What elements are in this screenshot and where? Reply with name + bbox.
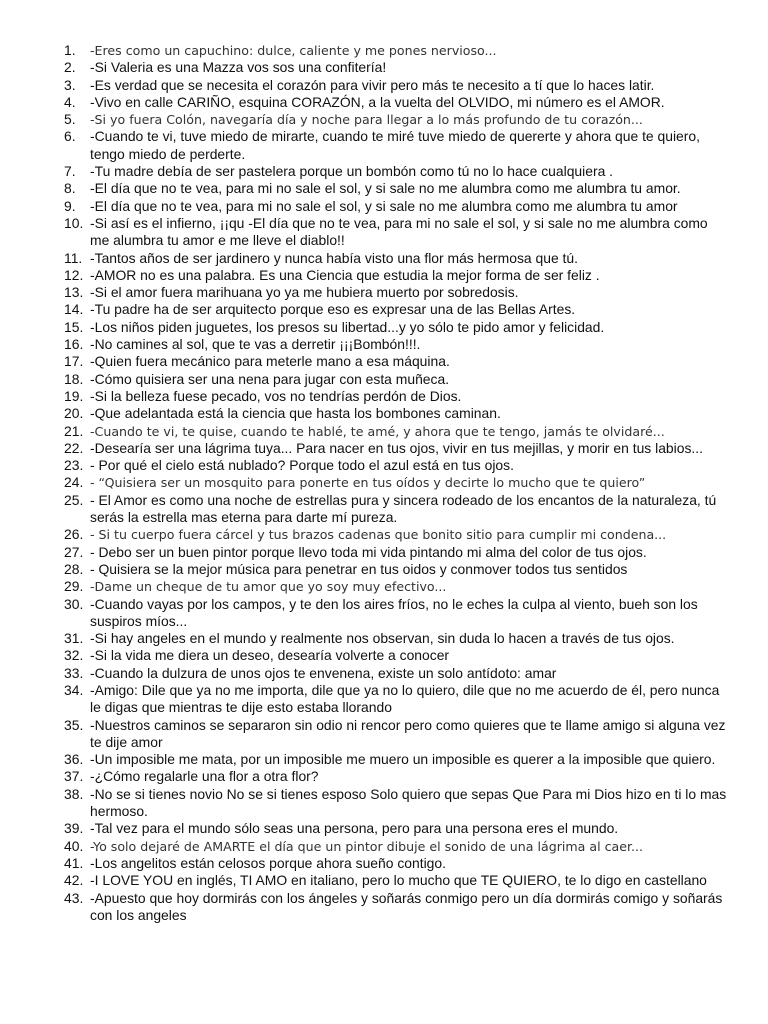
list-item-number: 2. — [64, 59, 76, 76]
list-item-text: -Cuando te vi, te quise, cuando te hablé, te amé, y ahora que te tengo, jamás te olvidaré... — [90, 423, 665, 439]
list-item-text: -Que adelantada está la ciencia que hasta los bombones caminan. — [90, 405, 501, 422]
list-item-number: 27. — [64, 543, 84, 560]
list-item — [64, 111, 728, 128]
list-item — [64, 94, 728, 111]
list-item-text: -Cómo quisiera ser una nena para jugar con esta muñeca. — [90, 370, 450, 387]
list-item — [64, 77, 728, 94]
list-item — [64, 215, 728, 250]
list-item — [64, 768, 728, 785]
list-item — [64, 59, 728, 76]
list-item-number: 3. — [64, 76, 76, 93]
list-item-text: -Vivo en calle CARIÑO, esquina CORAZÓN, a la vuelta del OLVIDO, mi número es el AMOR. — [90, 93, 665, 110]
list-item — [64, 128, 728, 163]
list-item-text: -No camines al sol, que te vas a derretir ¡¡¡Bombón!!!. — [90, 336, 421, 353]
list-item — [64, 647, 728, 664]
list-item — [64, 267, 728, 284]
list-item-text: -El día que no te vea, para mi no sale el sol, y si sale no me alumbra como me alumbra tu amor — [90, 197, 678, 214]
list-item-text: -Cuando la dulzura de unos ojos te envenena, existe un solo antídoto: amar — [90, 664, 557, 681]
list-item-text: -Tu madre debía de ser pastelera porque un bombón como tú no lo hace cualquiera . — [90, 163, 614, 180]
list-item-text: -El día que no te vea, para mi no sale el sol, y si sale no me alumbra como me alumbra tu amor. — [90, 180, 681, 197]
list-item-text: -I LOVE YOU en inglés, TI AMO en italiano, pero lo mucho que TE QUIERO, te lo digo en castellano — [90, 872, 707, 889]
list-item — [64, 198, 728, 215]
list-item-number: 12. — [64, 266, 84, 283]
list-item-number: 35. — [64, 716, 84, 733]
list-item — [64, 440, 728, 457]
list-item-number: 31. — [64, 630, 84, 647]
list-item-number: 25. — [64, 491, 84, 508]
list-item-text: -Es verdad que se necesita el corazón para vivir pero más te necesito a tí que lo haces latir. — [90, 76, 655, 93]
list-item — [64, 474, 728, 491]
list-item-text: -Tu padre ha de ser arquitecto porque eso es expresar una de las Bellas Artes. — [90, 301, 576, 318]
list-item-number: 26. — [64, 526, 84, 543]
list-item-number: 6. — [64, 128, 76, 145]
list-item-number: 9. — [64, 197, 76, 214]
list-item-number: 7. — [64, 163, 76, 180]
list-item-number: 40. — [64, 837, 84, 854]
list-item — [64, 872, 728, 889]
list-item-number: 20. — [64, 405, 84, 422]
list-item — [64, 578, 728, 595]
list-item — [64, 301, 728, 318]
list-item-text: -AMOR no es una palabra. Es una Ciencia que estudia la mejor forma de ser feliz . — [90, 266, 600, 283]
list-item — [64, 284, 728, 301]
list-item — [64, 163, 728, 180]
list-item-text: -Dame un cheque de tu amor que yo soy muy efectivo... — [90, 579, 447, 595]
list-item — [64, 42, 728, 59]
list-item-number: 38. — [64, 785, 84, 802]
list-item — [64, 319, 728, 336]
list-item-text: -Cuando vayas por los campos, y te den los aires fríos, no le eches la culpa al viento, bueh son los suspiros míos... — [90, 595, 698, 629]
list-item — [64, 336, 728, 353]
list-item — [64, 561, 728, 578]
list-item-text: -Eres como un capuchino: dulce, caliente y me pones nervioso... — [90, 43, 497, 58]
list-item-number: 33. — [64, 664, 84, 681]
list-item-text: -Apuesto que hoy dormirás con los ángeles y soñarás conmigo pero un día dormirás comigo y soñarás con los angeles — [90, 889, 723, 923]
numbered-quote-list — [64, 42, 728, 924]
list-item — [64, 353, 728, 370]
list-item-number: 36. — [64, 751, 84, 768]
list-item-text: -Si la belleza fuese pecado, vos no tendrías perdón de Dios. — [90, 387, 462, 404]
list-item-number: 23. — [64, 457, 84, 474]
list-item-number: 34. — [64, 681, 84, 698]
list-item-number: 43. — [64, 889, 84, 906]
list-item — [64, 751, 728, 768]
list-item — [64, 526, 728, 543]
list-item-text: - Si tu cuerpo fuera cárcel y tus brazos cadenas que bonito sitio para cumplir mi condena... — [90, 527, 667, 543]
list-item-number: 29. — [64, 578, 84, 595]
list-item — [64, 180, 728, 197]
list-item-text: -Desearía ser una lágrima tuya... Para nacer en tus ojos, vivir en tus mejillas, y morir en tus labios... — [90, 439, 703, 456]
list-item-number: 17. — [64, 353, 84, 370]
list-item-number: 37. — [64, 768, 84, 785]
list-item-number: 14. — [64, 301, 84, 318]
list-item-number: 30. — [64, 595, 84, 612]
list-item — [64, 371, 728, 388]
list-item-text: -Los niños piden juguetes, los presos su libertad...y yo sólo te pido amor y felicidad. — [90, 318, 605, 335]
list-item-text: -Si yo fuera Colón, navegaría día y noche para llegar a lo más profundo de tu corazón... — [90, 112, 643, 128]
list-item-number: 4. — [64, 93, 76, 110]
list-item-number: 16. — [64, 336, 84, 353]
list-item-text: -¿Cómo regalarle una flor a otra flor? — [90, 768, 319, 785]
list-item-number: 18. — [64, 370, 84, 387]
list-item-number: 42. — [64, 872, 84, 889]
list-item-text: -Si el amor fuera marihuana yo ya me hubiera muerto por sobredosis. — [90, 284, 519, 301]
list-item-number: 13. — [64, 284, 84, 301]
list-item — [64, 423, 728, 440]
list-item — [64, 544, 728, 561]
list-item-text: -Tal vez para el mundo sólo seas una persona, pero para una persona eres el mundo. — [90, 820, 619, 837]
list-item-text: -No se si tienes novio No se si tienes esposo Solo quiero que sepas Que Para mi Dios hizo en ti lo mas hermoso. — [90, 785, 727, 820]
list-item-text: -Yo solo dejaré de AMARTE el día que un pintor dibuje el sonido de una lágrima al caer... — [90, 838, 644, 854]
list-item-text: -Si Valeria es una Mazza vos sos una confitería! — [90, 59, 387, 76]
list-item-number: 28. — [64, 560, 84, 577]
list-item — [64, 682, 728, 717]
list-item — [64, 405, 728, 422]
list-item-number: 41. — [64, 854, 84, 871]
list-item — [64, 717, 728, 752]
list-item — [64, 890, 728, 925]
list-item-text: -Quien fuera mecánico para meterle mano a esa máquina. — [90, 353, 450, 370]
list-item — [64, 665, 728, 682]
list-item — [64, 250, 728, 267]
list-item-text: - Debo ser un buen pintor porque llevo toda mi vida pintando mi alma del color de tus ojos. — [90, 543, 647, 560]
list-item-text: -Si la vida me diera un deseo, desearía volverte a conocer — [90, 647, 450, 664]
list-item — [64, 388, 728, 405]
list-item-number: 8. — [64, 180, 76, 197]
list-item-text: -Un imposible me mata, por un imposible me muero un imposible es querer a la imposible que quiero. — [90, 751, 716, 768]
list-item-number: 39. — [64, 820, 84, 837]
list-item-number: 32. — [64, 647, 84, 664]
list-item — [64, 820, 728, 837]
list-item-number: 11. — [64, 249, 83, 266]
list-item-text: -Los angelitos están celosos porque ahora sueño contigo. — [90, 854, 446, 871]
list-item-text: -Si hay angeles en el mundo y realmente nos observan, sin duda lo hacen a través de tus ojos. — [90, 630, 675, 647]
list-item — [64, 855, 728, 872]
list-item-number: 5. — [64, 111, 76, 128]
list-item-text: -Cuando te vi, tuve miedo de mirarte, cuando te miré tuve miedo de quererte y ahora que te quiero, tengo miedo de perderte. — [90, 128, 700, 162]
list-item-number: 10. — [64, 214, 84, 231]
list-item — [64, 492, 728, 527]
list-item-number: 15. — [64, 318, 84, 335]
list-item — [64, 630, 728, 647]
list-item-text: -Nuestros caminos se separaron sin odio ni rencor pero como quieres que te llame amigo si alguna vez te dije amor — [90, 716, 726, 750]
list-item-number: 21. — [64, 422, 84, 439]
list-item-number: 22. — [64, 439, 84, 456]
list-item-text: -Si así es el infierno, ¡¡qu -El día que no te vea, para mi no sale el sol, y si sale no me alumbra como me alumbra tu amor e me lleve el diablo!! — [90, 214, 708, 249]
list-item-number: 24. — [64, 474, 84, 491]
list-item — [64, 457, 728, 474]
list-item-number: 19. — [64, 387, 84, 404]
list-item — [64, 786, 728, 821]
list-item-number: 1. — [64, 42, 76, 58]
list-item — [64, 838, 728, 855]
list-item — [64, 596, 728, 631]
list-item-text: -Amigo: Dile que ya no me importa, dile que ya no lo quiero, dile que no me acuerdo de él, pero nunca le digas que mientras te dije esto estaba llorando — [90, 681, 720, 716]
list-item-text: -Tantos años de ser jardinero y nunca había visto una flor más hermosa que tú. — [90, 249, 578, 266]
list-item-text: - Por qué el cielo está nublado? Porque todo el azul está en tus ojos. — [90, 457, 514, 474]
list-item-text: - “Quisiera ser un mosquito para ponerte en tus oídos y decirte lo mucho que te quiero” — [90, 475, 646, 491]
list-item-text: - El Amor es como una noche de estrellas pura y sincera rodeado de los encantos de la naturaleza, tú serás la estrella mas eterna para darte mí pureza. — [90, 491, 717, 526]
list-item-text: - Quisiera se la mejor música para penetrar en tus oidos y conmover todos tus sentidos — [90, 560, 628, 577]
